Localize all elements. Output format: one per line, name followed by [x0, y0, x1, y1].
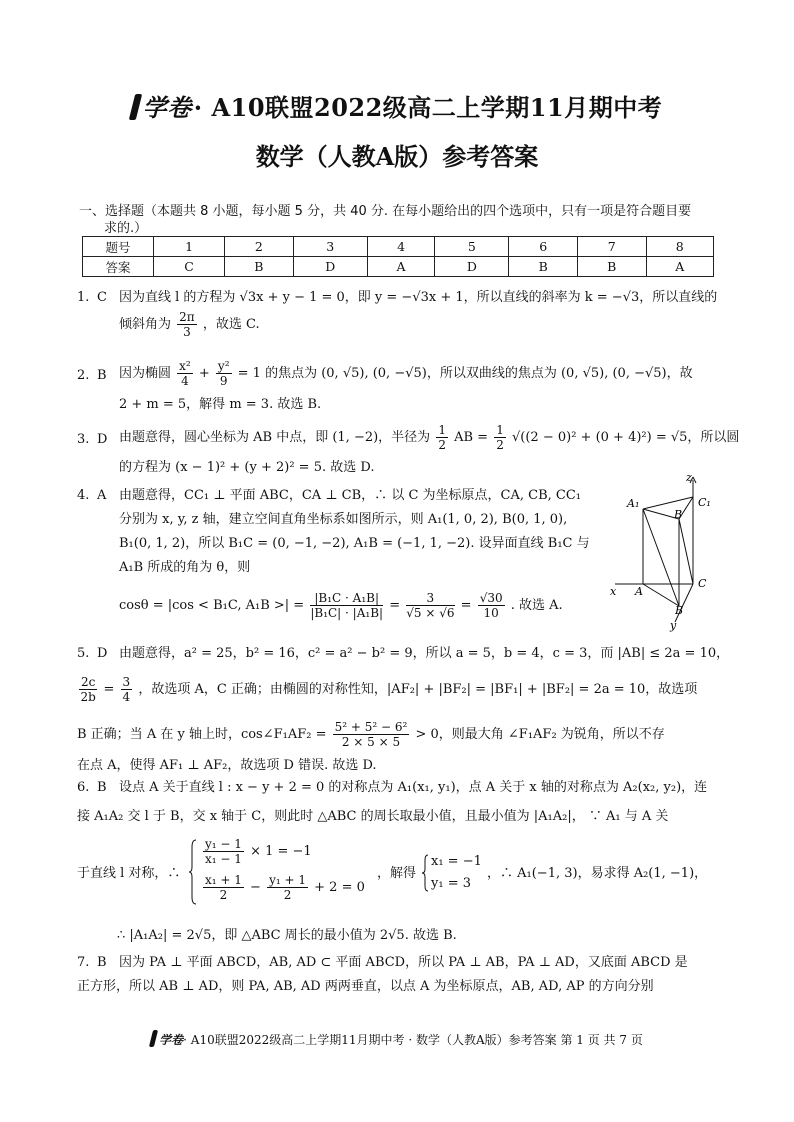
brand-logo: 学卷 [132, 88, 192, 123]
left-brace [422, 854, 429, 892]
table-cell: B [225, 257, 294, 277]
table-cell: D [293, 257, 367, 277]
fraction: $\frac{\text{y₁ + 1}}{2}$ [269, 873, 307, 902]
brand-mark-icon [129, 94, 142, 120]
prism-figure [605, 472, 715, 632]
label-c: C [698, 577, 707, 590]
question-3: 3. D 由题意得，圆心坐标为 AB 中点，即 (1, −2)，半径为 $\frac{1}{2}$ AB = $\frac{1}{2}$ √((2 − 0)² + (0 + 4)²) = √5，所以圆 的方程为 (x − 1)² + (y + 2)² = 5. 故选 D. [77, 423, 740, 475]
question-6: 6. B 设点 A 关于直线 l : x − y + 2 = 0 的对称点为 A₁(x₁, y₁)，点 A 关于 x 轴的对称点为 A₂(x₂, y₂)，连 接 A₁A₂ 交 l 于 B，交 x 轴于 C，则此时 △ABC 的周长取最小值，且最小值为 |A₁A₂|， ∵ A₁ 与 A 关 于直线 l 对称，∴ $\frac{\text{y₁ − 1}}{\text{x₁ − 1}}$ × 1 = −1 $\frac{\text{x₁ + 1}}{2}$ − $\frac{\text{y₁ + 1}}{2}$ + 2 = 0 ，解得 x₁ = −1 y₁ = 3 ，∴ A₁(−1, 3)，易求得 A₂(1, −1)， ∴ |A₁A₂| = 2√5，即 △ABC 周长的最小值为 2√5. 故选 B. [77, 780, 708, 943]
edge-a1c1 [643, 497, 693, 509]
left-brace [189, 839, 197, 905]
diag-b1c [679, 519, 693, 584]
section-heading: 一、选择题（本题共 8 小题，每小题 5 分，共 40 分. 在每小题给出的四个选项中，只有一项是符合题目要 求的.） [79, 204, 692, 236]
fraction: $\frac{\text{x₁ + 1}}{2}$ [205, 873, 242, 902]
fraction: $\frac{2\pi}{3}$ [179, 310, 195, 339]
fraction: $\frac{2c}{2b}$ [80, 675, 96, 704]
table-cell: C [154, 257, 225, 277]
table-header-cell: 题号 [83, 237, 154, 257]
table-cell: 6 [509, 237, 578, 257]
question-7: 7. B 因为 PA ⊥ 平面 ABCD，AB, AD ⊂ 平面 ABCD，所以 PA ⊥ AB，PA ⊥ AD，又底面 ABCD 是 正方形，所以 AB ⊥ AD，则 PA, AB, AD 两两垂直，以点 A 为坐标原点，AB, AD, AP 的方向分别 [77, 955, 688, 994]
label-x: x [610, 585, 617, 598]
fraction: $\frac{\text{|B₁C · A₁B|}}{\text{|B₁C| · |A₁B|}}$ [310, 591, 384, 620]
table-cell: A [367, 257, 434, 277]
table-row [83, 257, 714, 277]
fraction: $\frac{\text{x²}}{4}$ [179, 359, 191, 388]
table-row [83, 237, 714, 257]
label-c1: C₁ [698, 496, 711, 509]
fraction: $\frac{\text{y²}}{9}$ [217, 359, 230, 388]
table-cell: B [578, 257, 647, 277]
question-1: 1. C 因为直线 l 的方程为 √3x + y − 1 = 0，即 y = −√3x + 1，所以直线的斜率为 k = −√3，所以直线的 倾斜角为 $\frac{2\pi}{3}$ ，故选 C. [77, 290, 718, 339]
table-cell: D [435, 257, 509, 277]
table-cell: B [509, 257, 578, 277]
fraction: $\frac{1}{2}$ [438, 423, 446, 452]
table-cell: 1 [154, 237, 225, 257]
brand-mark-icon [149, 1030, 158, 1047]
diag-a1b [643, 509, 679, 606]
label-a: A [635, 585, 643, 598]
label-a1: A₁ [627, 497, 640, 510]
fraction: $\frac{3}{√5 \times √6}$ [406, 591, 455, 620]
fraction: $\frac{1}{2}$ [496, 423, 504, 452]
fraction: $\frac{\text{y₁ − 1}}{\text{x₁ − 1}}$ [205, 837, 242, 866]
table-cell: 3 [293, 237, 367, 257]
table-cell: 2 [225, 237, 294, 257]
question-4: 4. A 由题意得，CC₁ ⊥ 平面 ABC，CA ⊥ CB，∴ 以 C 为坐标原点，CA, CB, CC₁ 分别为 x, y, z 轴，建立空间直角坐标系如图所示，则 A₁(1, 0, 2), B(0, 1, 0), B₁(0, 1, 2)，所以 B₁C = (0, −1, −2), A₁B = (−1, 1, −2). 设异面直线 B₁C 与 A₁B 所成的角为 θ，则 cosθ = |cos < B₁C, A₁B >| = $\frac{\text{|B₁C · A₁B|}}{\text{|B₁C| · |A₁B|}}$ = $\frac{3}{√5 \times √6}$ = $\frac{√30}{10}$ . 故选 A. [77, 488, 590, 620]
table-cell: A [646, 257, 713, 277]
fraction: $\frac{3}{4}$ [122, 675, 131, 704]
table-cell: 8 [646, 237, 713, 257]
label-y: y [670, 619, 677, 632]
fraction: $\frac{√30}{10}$ [479, 591, 503, 620]
table-header-cell: 答案 [83, 257, 154, 277]
question-5: 5. D 由题意得，a² = 25，b² = 16，c² = a² − b² = 9，所以 a = 5，b = 4，c = 3，而 |AB| ≤ 2a = 10， $\frac{2c}{2b}$ = $\frac{3}{4}$ ，故选项 A，C 正确；由椭圆的对称性知，|AF₂| + |BF₂| = |BF₁| + |BF₂| = 2a = 10，故选项 B 正确；当 A 在 y 轴上时，cos∠F₁AF₂ = $\frac{\text{5² + 5² − 6²}}{2 \times 5 \times 5}$ > 0，则最大角 ∠F₁AF₂ 为锐角，所以不存 在点 A，使得 AF₁ ⊥ AF₂，故选项 D 错误. 故选 D. [77, 646, 730, 773]
document-title: 学卷· A10联盟2022级高二上学期11月期中考 [0, 88, 794, 123]
table-cell: 4 [367, 237, 434, 257]
label-b: B [675, 604, 684, 617]
table-cell: 7 [578, 237, 647, 257]
answer-table [82, 236, 714, 277]
table-cell: 5 [435, 237, 509, 257]
document-subtitle: 数学（人教A版）参考答案 [255, 142, 539, 171]
label-z: z [686, 472, 692, 484]
question-2: 2. B 因为椭圆 $\frac{\text{x²}}{4}$ + $\frac{\text{y²}}{9}$ = 1 的焦点为 (0, √5), (0, −√5)，所以双曲线的焦点为 (0, √5), (0, −√5)，故 2 + m = 5，解得 m = 3. 故选 B. [77, 359, 693, 412]
page-footer: 学卷· A10联盟2022级高二上学期11月期中考 · 数学（人教A版）参考答案 第 1 页 共 7 页 [0, 1030, 794, 1048]
fraction: $\frac{\text{5² + 5² − 6²}}{2 \times 5 \times 5}$ [334, 720, 408, 749]
label-b-upper: B [674, 508, 683, 521]
edge-ab [643, 584, 679, 606]
